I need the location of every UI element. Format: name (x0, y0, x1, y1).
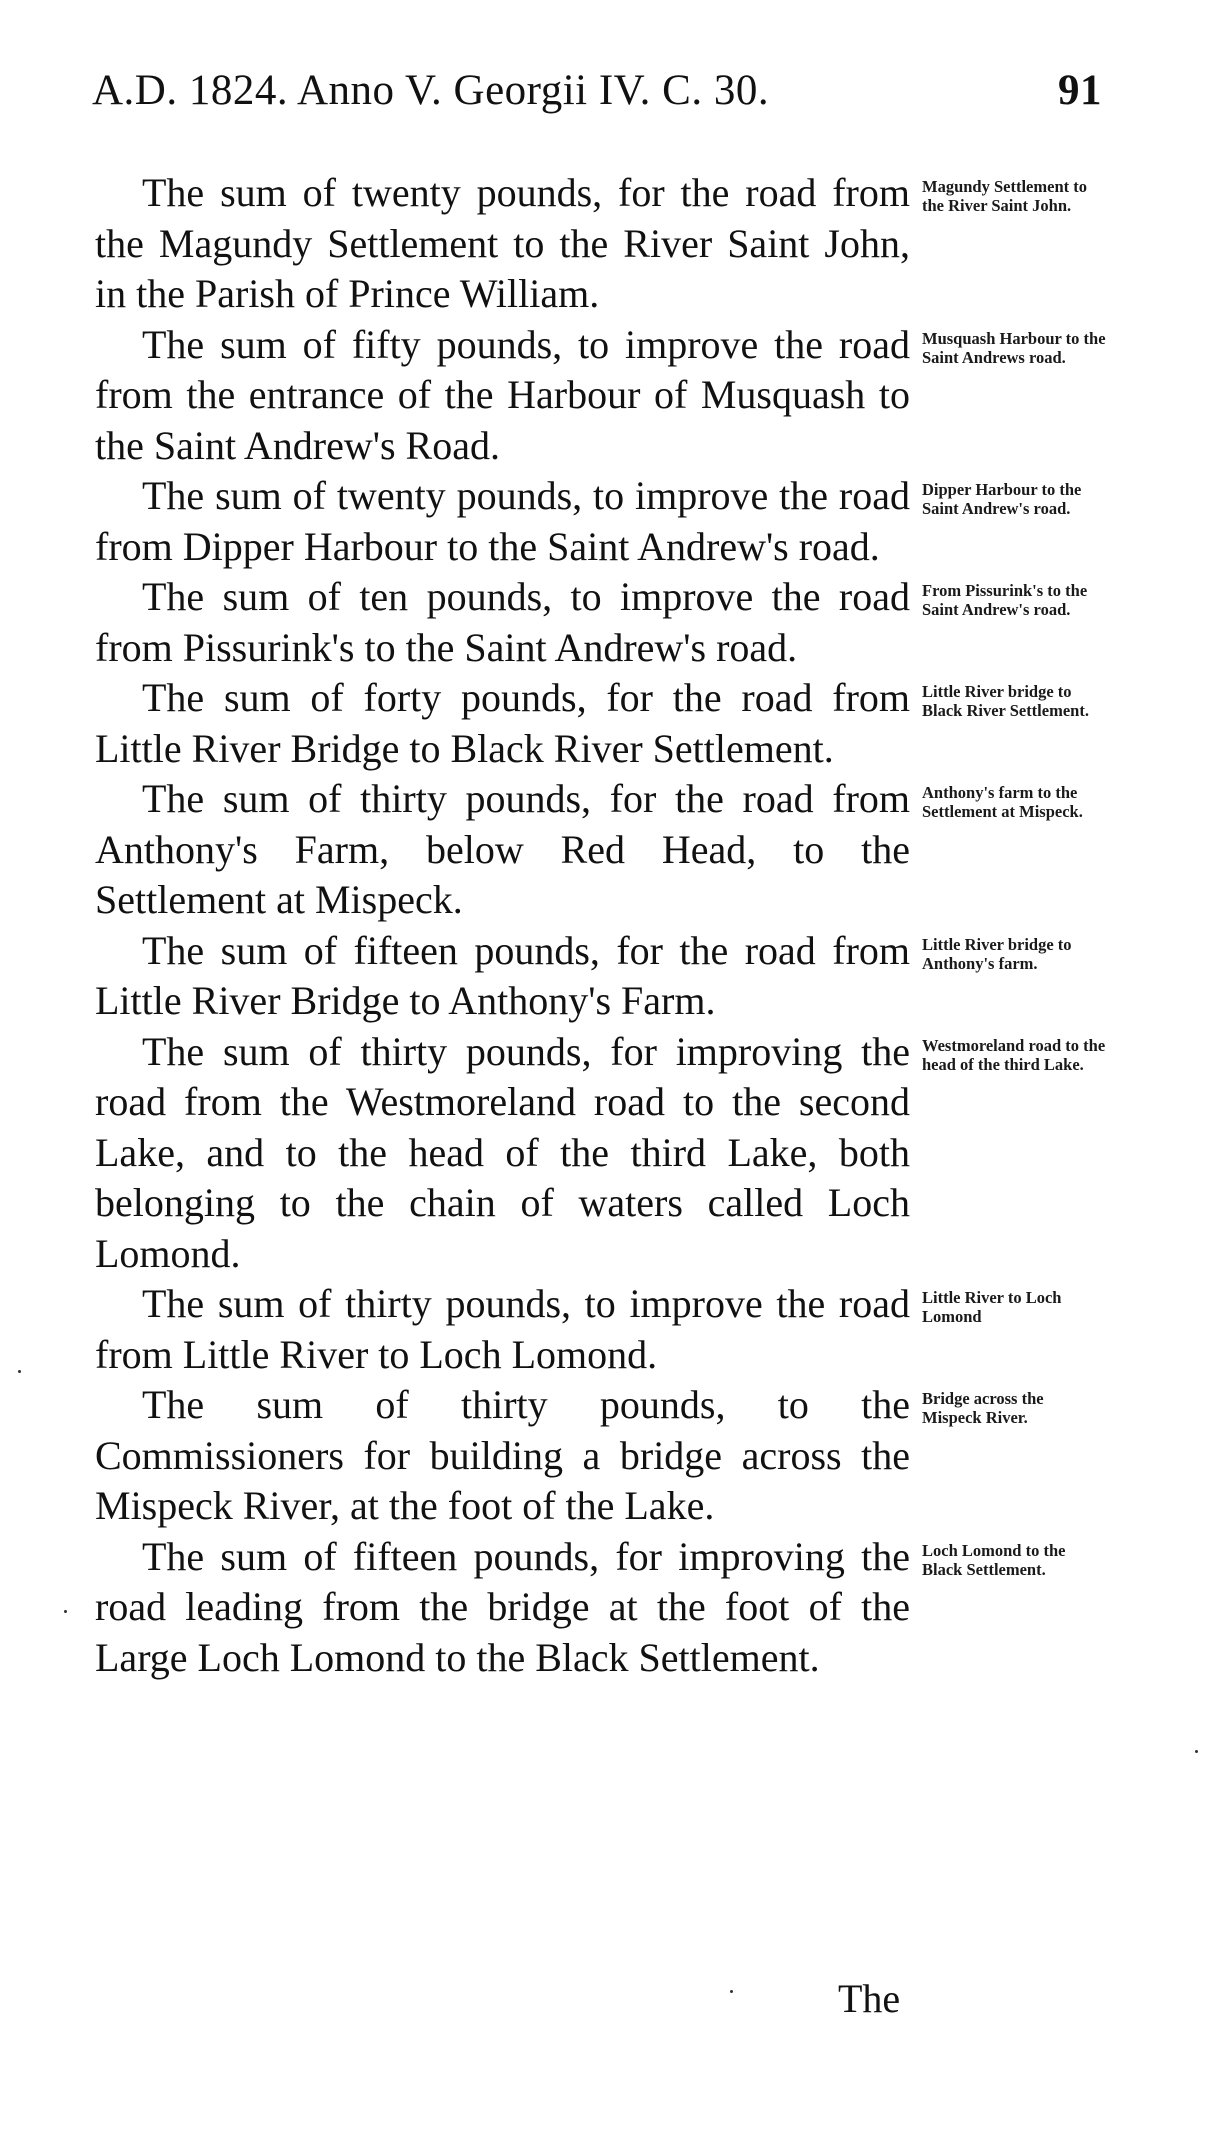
entry-pissurink (95, 572, 1125, 673)
entry-magundy (95, 168, 1125, 320)
appropriation-list (95, 168, 1125, 1683)
entry-black-river (95, 673, 1125, 774)
entry-little-river-loch-lomond (95, 1279, 1125, 1380)
print-speck (1195, 1750, 1198, 1753)
entry-text: The sum of twenty pounds, for the road from the Magundy Settlement to the River Saint John, in the Parish of Prince William. (95, 170, 910, 316)
print-speck (18, 1370, 21, 1373)
running-head: A.D. 1824. Anno V. Georgii IV. C. 30. (92, 67, 770, 114)
entry-black-settlement (95, 1532, 1125, 1684)
entry-little-river-anthonys-farm (95, 926, 1125, 1027)
entry-westmoreland (95, 1027, 1125, 1280)
entry-text: The sum of thirty pounds, for the road from Anthony's Farm, below Red Head, to the Settlement at Mispeck. (95, 776, 910, 922)
entry-text: The sum of thirty pounds, to improve the road from Little River to Loch Lomond. (95, 1281, 910, 1377)
margin-note: Anthony's farm to the Settlement at Mispeck. (922, 783, 1083, 821)
page-header (92, 66, 1102, 126)
entry-text: The sum of fifteen pounds, for improving the road leading from the bridge at the foot of the Large Loch Lomond to the Black Settlement. (95, 1533, 910, 1680)
margin-note: From Pissurink's to the Saint Andrew's road. (922, 581, 1088, 619)
entry-mispeck-bridge (95, 1380, 1125, 1532)
entry-musquash (95, 320, 1125, 472)
entry-text: The sum of thirty pounds, to the Commissioners for building a bridge across the Mispeck River, at the foot of the Lake. (95, 1382, 910, 1528)
margin-note: Little River to Loch Lomond (922, 1288, 1062, 1326)
print-speck (64, 1610, 67, 1613)
catchword: The (838, 1976, 901, 2021)
margin-note: Westmoreland road to the head of the third Lake. (922, 1035, 1106, 1074)
margin-note: Magundy Settlement to the River Saint John. (922, 177, 1087, 215)
margin-note: Little River bridge to Black River Settlement. (922, 682, 1089, 720)
entry-anthonys-farm-mispeck (95, 774, 1125, 926)
margin-note: Dipper Harbour to the Saint Andrew's road. (922, 480, 1082, 518)
entry-text: The sum of twenty pounds, to improve the road from Dipper Harbour to the Saint Andrew's road. (95, 473, 910, 569)
entry-text: The sum of ten pounds, to improve the road from Pissurink's to the Saint Andrew's road. (95, 574, 910, 670)
entry-dipper-harbour (95, 471, 1125, 572)
page-number: 91 (1058, 67, 1102, 114)
entry-text: The sum of fifty pounds, to improve the road from the entrance of the Harbour of Musquash to the Saint Andrew's Road. (95, 321, 910, 468)
entry-text: The sum of forty pounds, for the road from Little River Bridge to Black River Settlement. (95, 675, 910, 771)
entry-text: The sum of thirty pounds, for improving the road from the Westmoreland road to the second Lake, and to the head of the third Lake, both belonging to the chain of waters called Loch Lomond. (95, 1028, 910, 1276)
margin-note: Loch Lomond to the Black Settlement. (922, 1540, 1066, 1579)
print-speck (730, 1990, 733, 1993)
margin-note: Bridge across the Mispeck River. (922, 1389, 1044, 1427)
margin-note: Musquash Harbour to the Saint Andrews road. (922, 328, 1106, 367)
margin-note: Little River bridge to Anthony's farm. (922, 934, 1072, 973)
entry-text: The sum of fifteen pounds, for the road from Little River Bridge to Anthony's Farm. (95, 927, 910, 1023)
